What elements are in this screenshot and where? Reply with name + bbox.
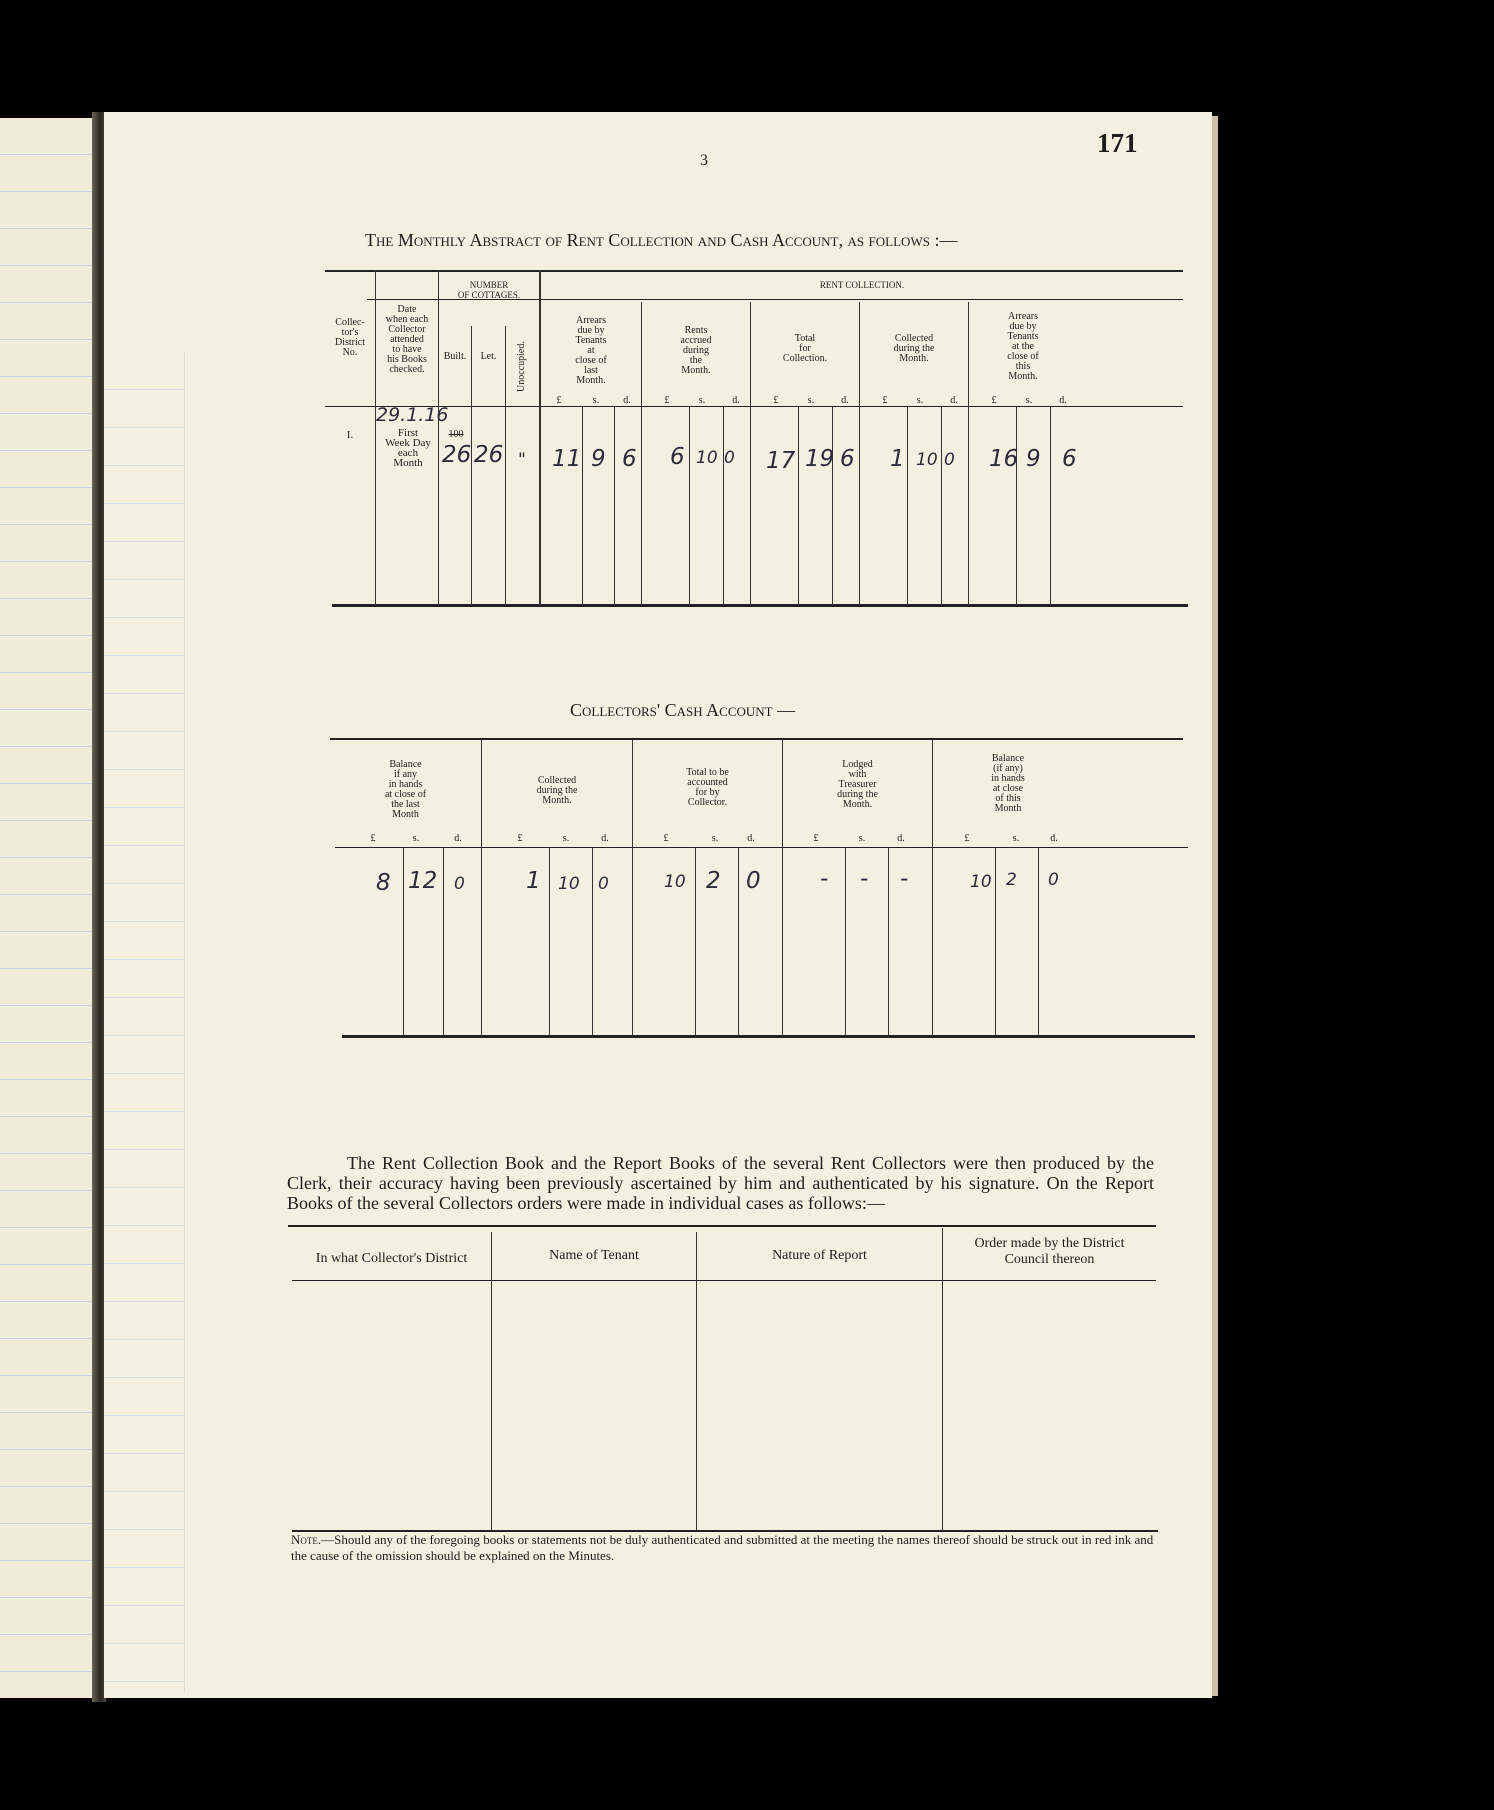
- total-pence: 6: [840, 446, 855, 472]
- built-struck: 100: [448, 429, 464, 440]
- header-collected: Collected during the Month.: [893, 333, 935, 364]
- arrears-close-shillings: 9: [1026, 446, 1041, 472]
- lsd-shilling: s.: [807, 395, 815, 406]
- lsd-pound: £: [813, 833, 819, 844]
- header-rent-collection: RENT COLLECTION.: [819, 280, 905, 290]
- cash-collected-pounds: 1: [526, 868, 541, 894]
- cash-balance-end-shillings: 2: [1006, 870, 1017, 890]
- arrears-close-pence: 6: [1062, 446, 1077, 472]
- cash-balance-start-pounds: 8: [376, 870, 391, 896]
- cash-lodged-pounds: -: [820, 866, 829, 892]
- cash-header-balance-end: Balance (if any) in hands at close of this Month: [991, 753, 1025, 814]
- lsd-pence: d.: [1059, 395, 1067, 406]
- lsd-pound: £: [882, 395, 888, 406]
- header-total: Total for Collection.: [782, 333, 828, 364]
- page-number: 171: [1097, 128, 1138, 158]
- rents-accrued-shillings: 10: [696, 448, 718, 468]
- lsd-shilling: s.: [858, 833, 866, 844]
- built-count: 26: [442, 442, 472, 468]
- lsd-pence: d.: [950, 395, 958, 406]
- cash-balance-start-shillings: 12: [408, 868, 438, 894]
- lsd-pence: d.: [747, 833, 755, 844]
- report-paragraph: The Rent Collection Book and the Report Books of the several Rent Collectors were then produced by the Clerk, their accuracy having been previously ascertained by him and authenticated by his signature. On the Report Books of the several Collectors orders were made in individual cases as follows:—: [287, 1153, 1154, 1213]
- header-unoccupied: Unoccupied.: [516, 341, 527, 392]
- total-shillings: 19: [805, 446, 835, 472]
- lsd-shilling: s.: [711, 833, 719, 844]
- lsd-pence: d.: [601, 833, 609, 844]
- collected-shillings: 10: [916, 450, 938, 470]
- cash-lodged-shillings: -: [860, 866, 869, 892]
- lsd-pence: d.: [897, 833, 905, 844]
- unoccupied-count: ": [518, 450, 526, 470]
- lsd-pence: d.: [732, 395, 740, 406]
- page-edge: [1212, 116, 1218, 1696]
- lsd-pence: d.: [623, 395, 631, 406]
- lsd-shilling: s.: [1025, 395, 1033, 406]
- report-header-order: Order made by the District Council thereon: [974, 1236, 1125, 1267]
- lsd-pound: £: [991, 395, 997, 406]
- district-number: I.: [346, 429, 354, 441]
- lsd-shilling: s.: [698, 395, 706, 406]
- cash-total-pence: 0: [746, 868, 761, 894]
- cash-collected-pence: 0: [598, 874, 609, 894]
- header-arrears-last: Arrears due by Tenants at close of last Month.: [575, 315, 607, 386]
- report-header-nature: Nature of Report: [772, 1248, 867, 1263]
- cash-header-lodged: Lodged with Treasurer during the Month.: [837, 759, 878, 810]
- lsd-pound: £: [517, 833, 523, 844]
- date-entry: 29.1.16: [376, 404, 449, 426]
- ruled-strip: [104, 352, 185, 1692]
- let-count: 26: [474, 442, 504, 468]
- cash-balance-start-pence: 0: [454, 874, 465, 894]
- lsd-pence: d.: [1050, 833, 1058, 844]
- rents-accrued-pence: 0: [724, 448, 735, 468]
- folio-number: 3: [700, 152, 708, 169]
- lsd-shilling: s.: [1012, 833, 1020, 844]
- lsd-shilling: s.: [562, 833, 570, 844]
- footnote-label: Note.: [291, 1532, 322, 1547]
- report-header-district: In what Collector's District: [315, 1251, 468, 1266]
- ledger-page: [104, 112, 1212, 1698]
- lsd-pound: £: [370, 833, 376, 844]
- lsd-shilling: s.: [592, 395, 600, 406]
- arrears-last-shillings: 9: [591, 446, 606, 472]
- lsd-pound: £: [964, 833, 970, 844]
- header-built: Built.: [443, 351, 467, 362]
- lsd-pound: £: [663, 833, 669, 844]
- cash-header-collected: Collected during the Month.: [536, 775, 578, 806]
- rents-accrued-pounds: 6: [670, 444, 685, 470]
- cash-balance-end-pounds: 10: [970, 872, 992, 892]
- lsd-pound: £: [556, 395, 562, 406]
- facing-page: [0, 118, 92, 1698]
- header-rents-accrued: Rents accrued during the Month.: [680, 325, 712, 376]
- header-district: Collec- tor's District No.: [335, 317, 365, 358]
- lsd-shilling: s.: [916, 395, 924, 406]
- cash-collected-shillings: 10: [558, 874, 580, 894]
- report-header-tenant: Name of Tenant: [549, 1248, 639, 1263]
- cash-total-pounds: 10: [664, 872, 686, 892]
- collected-pounds: 1: [890, 446, 905, 472]
- total-pounds: 17: [766, 448, 796, 474]
- lsd-pound: £: [773, 395, 779, 406]
- date-note: First Week Day each Month: [385, 427, 431, 469]
- cash-balance-end-pence: 0: [1048, 870, 1059, 890]
- header-arrears-close: Arrears due by Tenants at the close of this Month.: [1007, 311, 1039, 382]
- lsd-shilling: s.: [412, 833, 420, 844]
- header-cottages: NUMBER OF COTTAGES.: [457, 280, 521, 300]
- lsd-pence: d.: [454, 833, 462, 844]
- cash-total-shillings: 2: [706, 868, 721, 894]
- collected-pence: 0: [944, 450, 955, 470]
- cash-title: Collectors' Cash Account —: [570, 700, 796, 720]
- header-date: Date when each Collector attended to have his Books checked.: [385, 304, 429, 375]
- arrears-last-pounds: 11: [552, 446, 582, 472]
- cash-header-total: Total to be accounted for by Collector.: [686, 767, 729, 808]
- arrears-last-pence: 6: [622, 446, 637, 472]
- footnote: [291, 1532, 1171, 1564]
- arrears-close-pounds: 16: [989, 446, 1019, 472]
- lsd-pound: £: [664, 395, 670, 406]
- header-let: Let.: [480, 351, 497, 362]
- cash-lodged-pence: -: [900, 866, 909, 892]
- footnote-text: —Should any of the foregoing books or statements not be duly authenticated and submitted at the meeting the names thereof should be struck out in red ink and the cause of the omission should be explained on the Minutes.: [291, 1532, 1154, 1563]
- abstract-title: The Monthly Abstract of Rent Collection and Cash Account, as follows :—: [365, 230, 958, 250]
- cash-header-balance-start: Balance if any in hands at close of the last Month: [384, 759, 427, 820]
- lsd-pence: d.: [841, 395, 849, 406]
